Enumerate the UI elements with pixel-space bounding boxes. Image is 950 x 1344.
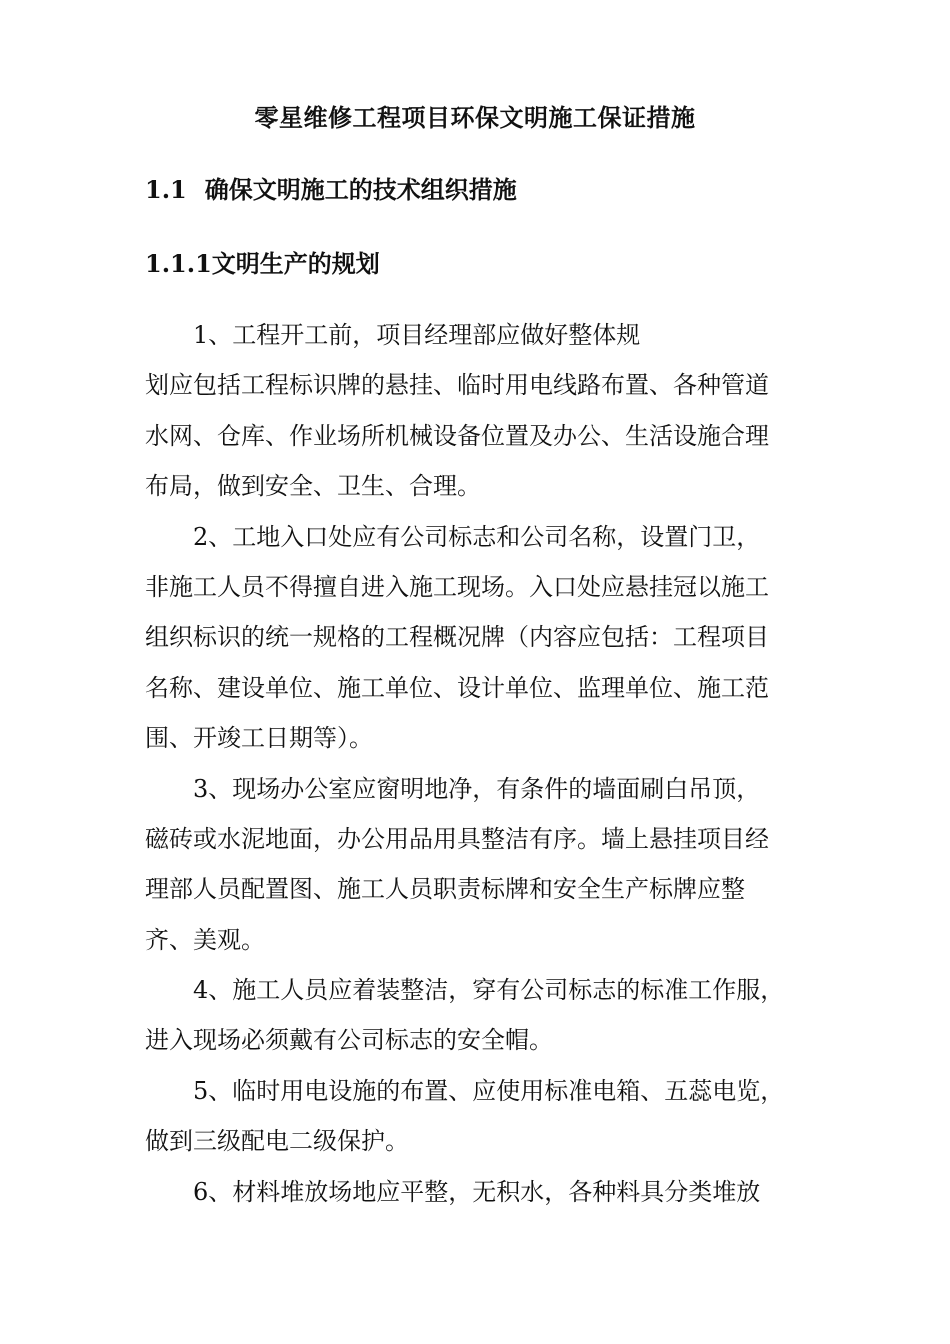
paragraph — [145, 771, 810, 973]
body-text — [145, 317, 810, 1224]
subsection-heading: 1.1.1文明生产的规划 — [145, 249, 380, 278]
paragraph-line: 4、施工人员应着装整洁，穿有公司标志的标准工作服， — [193, 976, 785, 1005]
paragraph-line: 水网、仓库、作业场所机械设备位置及办公、生活设施合理 — [145, 421, 769, 450]
section-number: 1.1 — [145, 175, 187, 204]
section-title: 确保文明施工的技术组织措施 — [204, 175, 517, 204]
paragraph-line: 做到三级配电二级保护。 — [145, 1127, 409, 1156]
paragraph-line: 磁砖或水泥地面，办公用品用具整洁有序。墙上悬挂项目经 — [145, 824, 769, 853]
paragraph-line: 3、现场办公室应窗明地净，有条件的墙面刷白吊顶， — [193, 774, 761, 803]
paragraph — [145, 317, 810, 519]
paragraph — [145, 1073, 810, 1174]
paragraph-line: 组织标识的统一规格的工程概况牌（内容应包括：工程项目 — [145, 623, 769, 652]
paragraph-line: 名称、建设单位、施工单位、设计单位、监理单位、施工范 — [145, 673, 769, 702]
paragraph — [145, 972, 810, 1073]
paragraph — [145, 1174, 810, 1224]
paragraph-line: 围、开竣工日期等）。 — [145, 724, 373, 753]
paragraph-line: 布局，做到安全、卫生、合理。 — [145, 472, 481, 501]
paragraph-line: 1、工程开工前，项目经理部应做好整体规 — [193, 321, 641, 349]
section-heading — [145, 172, 517, 208]
paragraph-line: 6、材料堆放场地应平整，无积水，各种料具分类堆放 — [193, 1177, 761, 1206]
paragraph-line: 理部人员配置图、施工人员职责标牌和安全生产标牌应整 — [145, 875, 745, 904]
paragraph-line: 划应包括工程标识牌的悬挂、临时用电线路布置、各种管道 — [145, 371, 769, 400]
paragraph-line: 2、工地入口处应有公司标志和公司名称，设置门卫， — [193, 522, 761, 551]
paragraph-line: 进入现场必须戴有公司标志的安全帽。 — [145, 1026, 553, 1055]
paragraph-line: 齐、美观。 — [145, 925, 265, 954]
document-title: 零星维修工程项目环保文明施工保证措施 — [254, 103, 696, 132]
paragraph — [145, 519, 810, 771]
paragraph-line: 非施工人员不得擅自进入施工现场。入口处应悬挂冠以施工 — [145, 572, 769, 601]
paragraph-line: 5、临时用电设施的布置、应使用标准电箱、五蕊电览， — [193, 1076, 785, 1105]
